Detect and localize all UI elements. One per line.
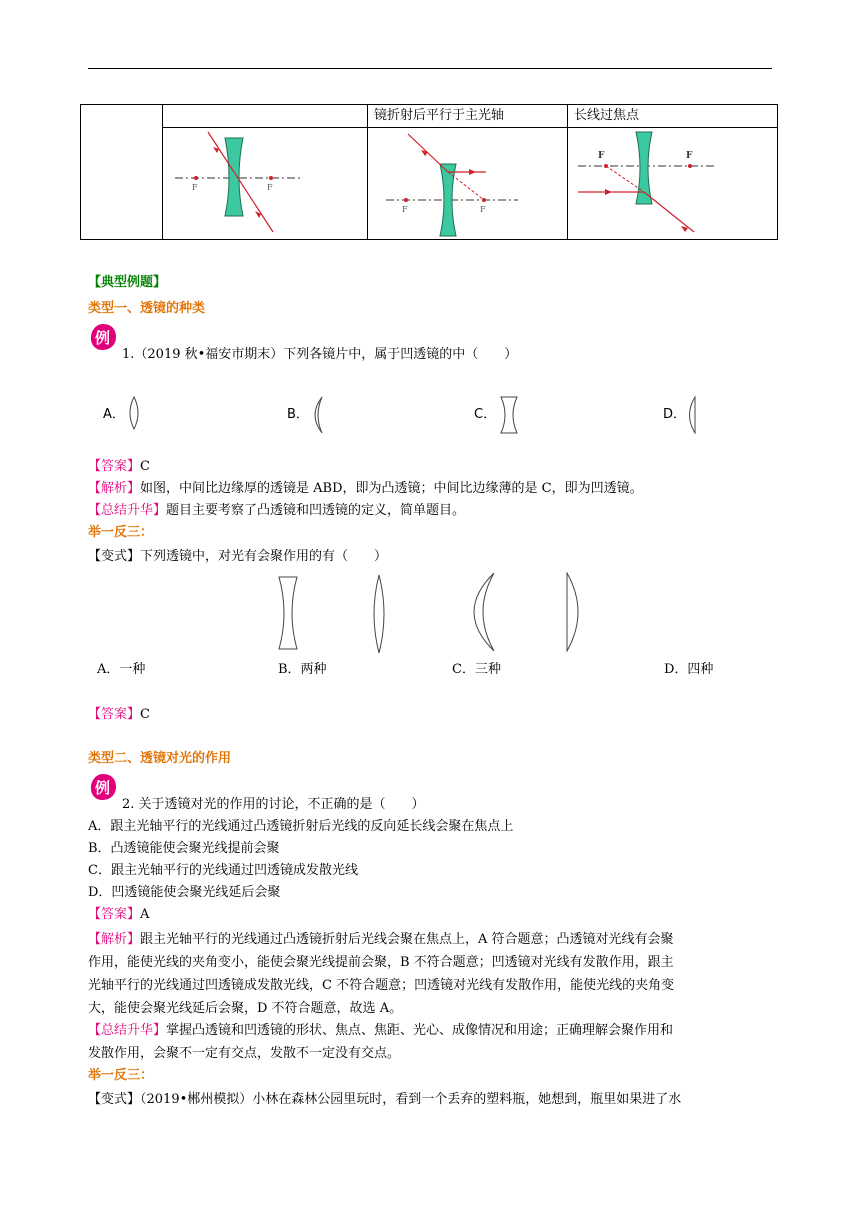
focus-label: F (598, 151, 605, 161)
table-row-label-cell (81, 105, 163, 240)
analysis-2-line-2: 作用，能使光线的夹角变小，能使会聚光线提前会聚，B 不符合题意；凹透镜对光线有发散作用，跟主 (88, 955, 674, 970)
svg-text:例: 例 (95, 779, 111, 797)
concave-lens-icon (277, 576, 299, 650)
type2-title: 类型二、透镜对光的作用 (88, 751, 232, 766)
focus-label: F (402, 205, 408, 214)
header-rule (88, 68, 772, 69)
question-2: 2. 关于透镜对光的作用的讨论，不正确的是（ ） (122, 797, 425, 812)
variant-option-c: C．三种 (452, 662, 501, 677)
variant-option-b: B．两种 (278, 662, 327, 677)
analysis-2-line-4: 大，能使会聚光线延后会聚，D 不符合题意，故选 A。 (88, 1001, 403, 1016)
meniscus-lens-icon (308, 396, 324, 434)
option-d-label: D． (663, 407, 687, 422)
variant-answer-1: 【答案】C (88, 707, 150, 722)
practice-title: 举一反三： (88, 525, 154, 540)
answer-2: 【答案】A (88, 907, 150, 922)
table-header-cell: 长线过焦点 (568, 105, 778, 128)
analysis-2-line-3: 光轴平行的光线通过凹透镜成发散光线，C 不符合题意；凹透镜对光线有发散作用，能使光线的夹角变 (88, 978, 675, 993)
lens-table (80, 104, 778, 240)
plano-convex-lens-icon (684, 396, 698, 434)
option-b-label: B． (287, 407, 309, 422)
diagram-optical-center (163, 128, 368, 240)
convex-lens-icon (126, 396, 142, 430)
practice-title-2: 举一反三： (88, 1068, 154, 1083)
focus-label: F (192, 183, 198, 192)
focus-label: F (267, 183, 273, 192)
table-header-cell (163, 105, 368, 128)
option-c-label: C． (474, 407, 497, 422)
summary-1: 【总结升华】题目主要考察了凸透镜和凹透镜的定义，简单题目。 (88, 503, 466, 518)
table-header-cell: 镜折射后平行于主光轴 (368, 105, 568, 128)
answer-1: 【答案】C (88, 459, 150, 474)
question-2-option-d: D．凹透镜能使会聚光线延后会聚 (88, 885, 281, 900)
focus-label: F (480, 205, 486, 214)
analysis-1: 【解析】如图，中间比边缘厚的透镜是 ABD，即为凸透镜；中间比边缘薄的是 C，即为凹透镜。 (88, 481, 643, 496)
diagram-parallel-ray (568, 128, 778, 240)
analysis-2-line-1: 【解析】跟主光轴平行的光线通过凸透镜折射后光线会聚在焦点上，A 符合题意；凸透镜对光线有会聚 (88, 932, 674, 947)
section-title: 【典型例题】 (88, 275, 167, 290)
convex-lens-icon (369, 574, 389, 654)
svg-text:例: 例 (95, 329, 111, 347)
focus-label: F (686, 151, 693, 161)
variant-1: 【变式】下列透镜中，对光有会聚作用的有（ ） (88, 549, 388, 564)
question-2-option-c: C．跟主光轴平行的光线通过凹透镜成发散光线 (88, 863, 358, 878)
variant-option-d: D．四种 (664, 662, 714, 677)
meniscus-lens-icon (460, 572, 496, 652)
type1-title: 类型一、透镜的种类 (88, 301, 206, 316)
example-badge-icon (88, 322, 118, 352)
question-2-option-b: B．凸透镜能使会聚光线提前会聚 (88, 841, 280, 856)
diagram-toward-focus (368, 128, 568, 240)
question-1: 1.（2019 秋•福安市期末）下列各镜片中，属于凹透镜的中（ ） (122, 347, 518, 362)
question-2-option-a: A．跟主光轴平行的光线通过凸透镜折射后光线的反向延长线会聚在焦点上 (88, 819, 514, 834)
variant-2: 【变式】（2019•郴州模拟）小林在森林公园里玩时，看到一个丢弃的塑料瓶，她想到，瓶里如果进了水 (88, 1092, 682, 1107)
example-badge-icon (88, 772, 118, 802)
option-a-label: A． (103, 407, 125, 422)
summary-2-line-2: 发散作用，会聚不一定有交点，发散不一定没有交点。 (88, 1046, 401, 1061)
plano-convex-lens-icon (563, 572, 585, 652)
summary-2-line-1: 【总结升华】掌握凸透镜和凹透镜的形状、焦点、焦距、光心、成像情况和用途；正确理解会聚作用和 (88, 1023, 674, 1038)
concave-lens-icon (499, 396, 519, 434)
variant-option-a: A．一种 (97, 662, 146, 677)
